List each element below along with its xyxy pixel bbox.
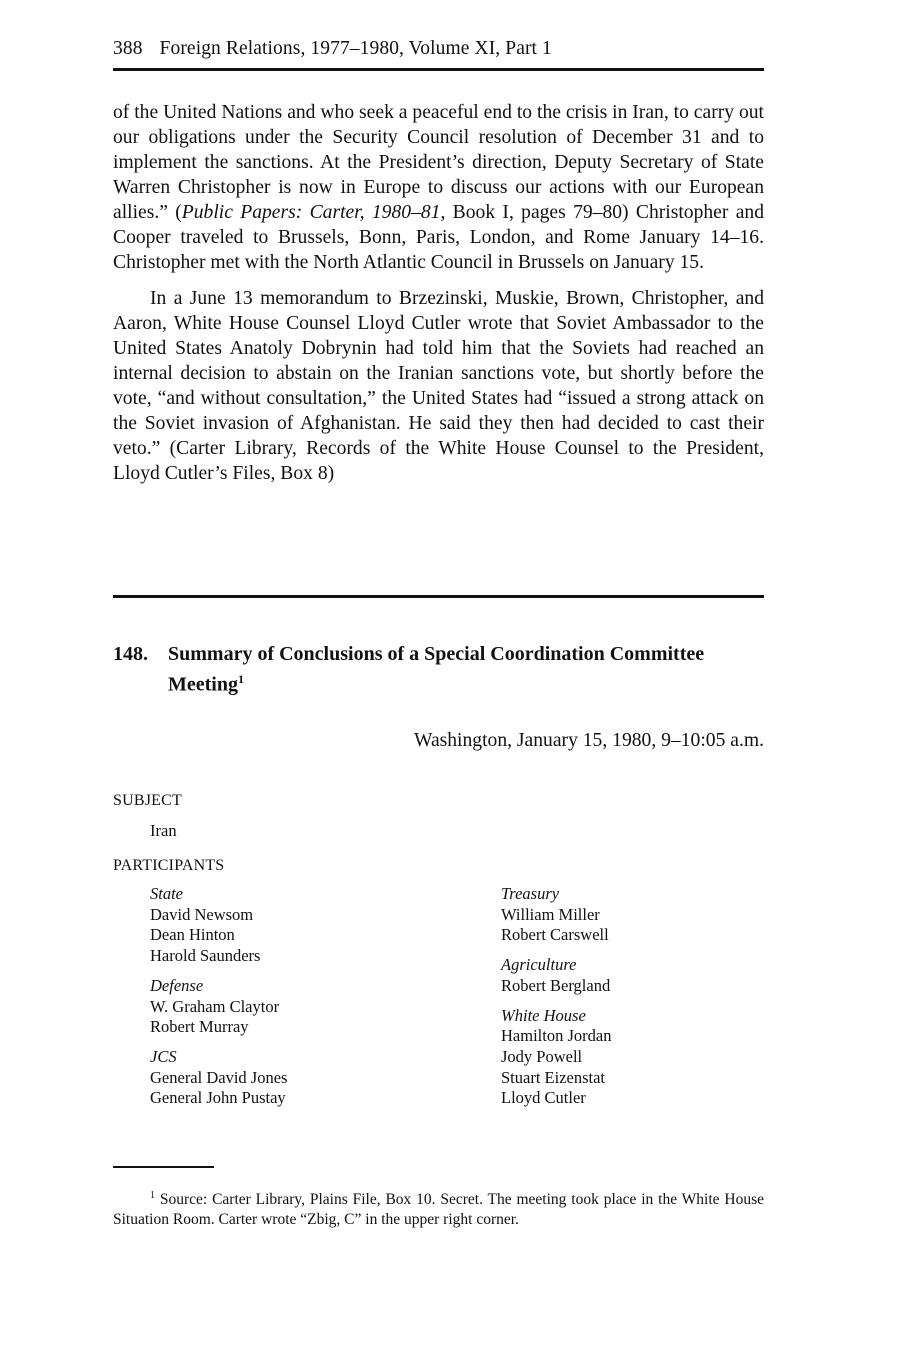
- group-name: Defense: [150, 975, 204, 995]
- page-number: 388: [113, 38, 143, 59]
- document-number: 148.: [113, 643, 148, 665]
- participant-name: General John Pustay: [150, 1088, 286, 1108]
- citation-italic: Public Papers: Carter, 1980–81,: [181, 202, 446, 223]
- footnote-reference: 1: [237, 672, 244, 686]
- group-name: Treasury: [501, 884, 560, 903]
- dateline: Washington, January 15, 1980, 9–10:05 a.m.: [414, 730, 764, 751]
- paragraph-1: of the United Nations and who seek a peaceful end to the crisis in Iran, to carry out our obligations under the Security Council resolution of December 31 and to implement the sanctions. At the President’s direction, Deputy Secretary of State Warren Christopher is now in Europe to discuss our actions with our European allies.” (Public Papers: Carter, 1980–81, Book I, pages 79–80) Christopher and Cooper traveled to Brussels, Bonn, Paris, London, and Rome January 14–16. Christopher met with the North Atlantic Council in Brussels on January 15.: [113, 102, 764, 273]
- participant-name: General David Jones: [150, 1067, 288, 1087]
- participant-name: Harold Saunders: [150, 946, 261, 966]
- participant-name: W. Graham Claytor: [150, 996, 280, 1016]
- participant-group: [501, 955, 761, 996]
- paragraph-2: In a June 13 memorandum to Brzezinski, Muskie, Brown, Christopher, and Aaron, White House Counsel Lloyd Cutler wrote that Soviet Ambassador to the United States Anatoly Dobrynin had told him that the Soviets had reached an internal decision to abstain on the Iranian sanctions vote, but shortly before the vote, “and without consultation,” the United States had “issued a strong attack on the Soviet invasion of Afghanistan. He said they then had decided to cast their veto.” (Carter Library, Records of the White House Counsel to the President, Lloyd Cutler’s Files, Box 8): [113, 288, 764, 484]
- running-title: Foreign Relations, 1977–1980, Volume XI, Part 1: [159, 38, 552, 59]
- header-rule: [113, 68, 764, 71]
- group-name: State: [150, 884, 183, 903]
- participant-name: Jody Powell: [501, 1046, 583, 1066]
- participant-name: Lloyd Cutler: [501, 1088, 586, 1108]
- participant-name: Robert Murray: [150, 1017, 249, 1037]
- participant-group: [501, 1006, 761, 1110]
- participant-group: [501, 884, 761, 946]
- group-name: JCS: [150, 1046, 177, 1066]
- participant-name: Robert Carswell: [501, 925, 609, 945]
- participants-right-column: [501, 884, 761, 1118]
- footnote: [113, 1186, 764, 1229]
- group-name: Agriculture: [501, 955, 577, 975]
- participant-group: [150, 884, 450, 967]
- footnote-marker: 1: [150, 1190, 155, 1201]
- section-rule: [113, 595, 764, 598]
- participant-name: William Miller: [501, 904, 600, 924]
- document-heading: [113, 642, 764, 698]
- participant-group: [150, 976, 450, 1038]
- participants-label: PARTICIPANTS: [113, 857, 225, 874]
- subject-label: SUBJECT: [113, 792, 182, 809]
- participant-name: Hamilton Jordan: [501, 1026, 612, 1046]
- participant-group: [150, 1047, 450, 1109]
- body-text: [113, 100, 764, 486]
- participant-name: David Newsom: [150, 904, 254, 924]
- participants-left-column: [150, 884, 450, 1118]
- subject-value: Iran: [150, 821, 177, 840]
- group-name: White House: [501, 1005, 586, 1025]
- document-title: Summary of Conclusions of a Special Coordination Committee Meeting: [168, 643, 705, 696]
- running-header: [113, 38, 764, 60]
- participant-name: Dean Hinton: [150, 925, 235, 945]
- participant-name: Robert Bergland: [501, 975, 611, 995]
- footnote-text: Source: Carter Library, Plains File, Box 10. Secret. The meeting took place in the White House Situation Room. Carter wrote “Zbig, C” in the upper right corner.: [113, 1191, 764, 1228]
- participant-name: Stuart Eizenstat: [501, 1067, 606, 1087]
- footnote-rule: [113, 1166, 214, 1168]
